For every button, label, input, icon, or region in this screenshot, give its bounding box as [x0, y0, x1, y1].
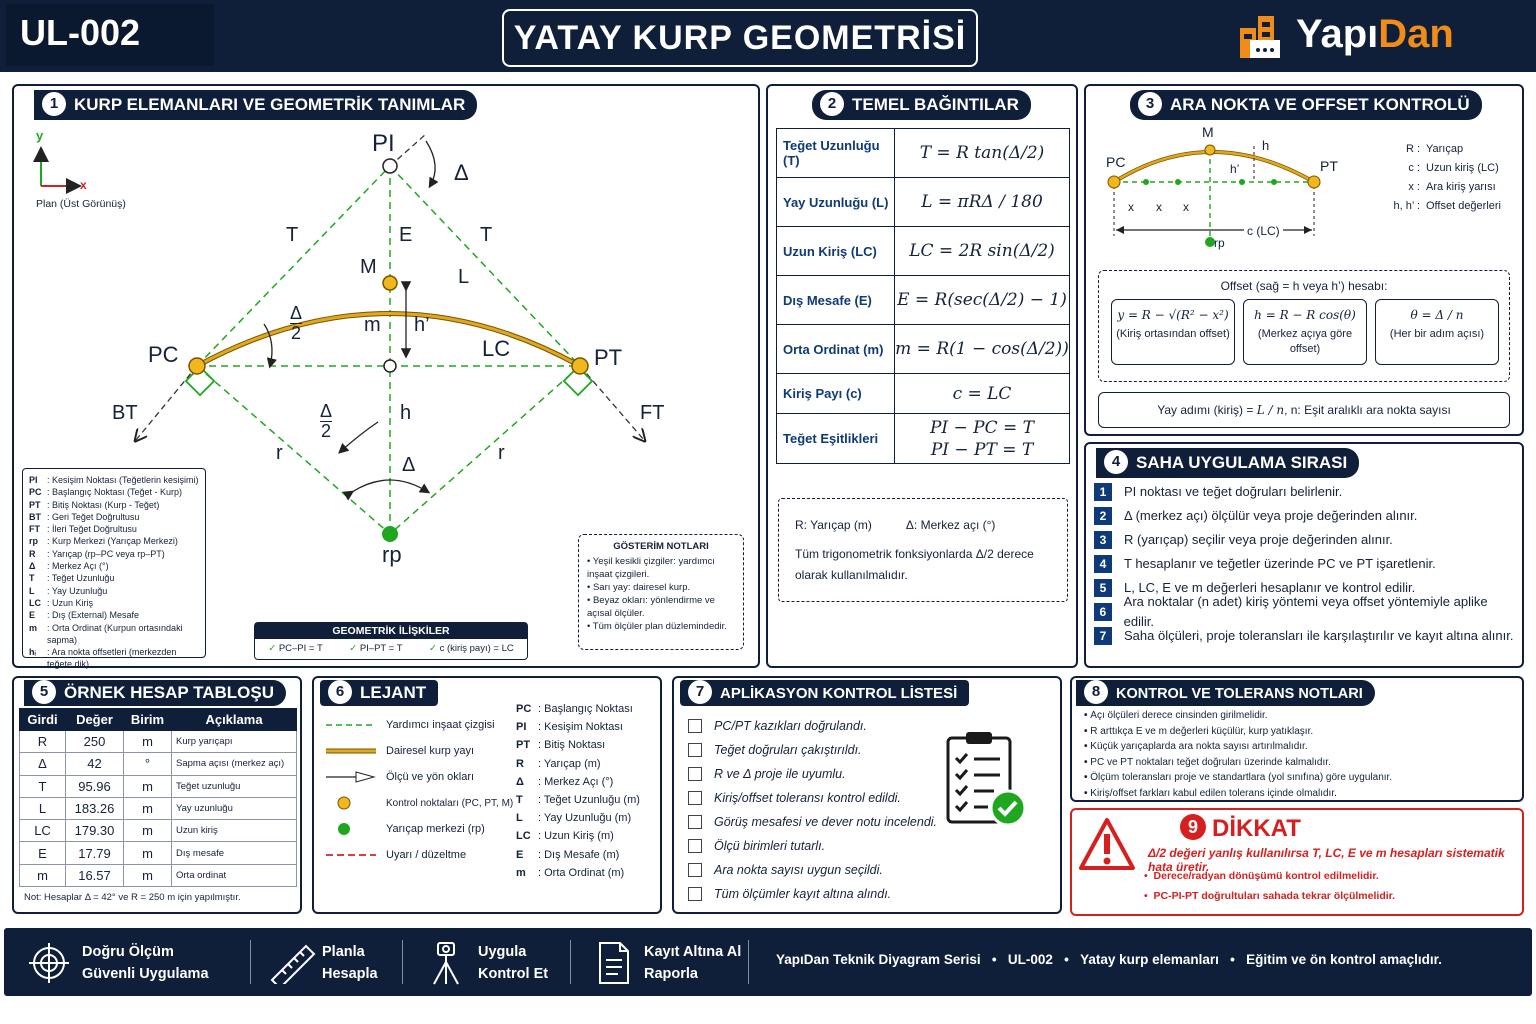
panel-legend [312, 676, 662, 914]
checklist-item[interactable]: Tüm ölçümler kayıt altına alındı. [688, 882, 938, 906]
legend-abbreviations [516, 700, 656, 882]
panel-title: 4 SAHA UYGULAMA SIRASI [1096, 448, 1359, 478]
formula-table [776, 128, 1070, 464]
page-title: YATAY KURP GEOMETRİSİ [502, 9, 978, 67]
checklist-item[interactable]: PC/PT kazıkları doğrulandı. [688, 714, 938, 738]
checklist-item[interactable]: Ölçü birimleri tutarlı. [688, 834, 938, 858]
axis-x-label: x [80, 178, 87, 192]
abbreviation-legend [22, 468, 206, 670]
label-r-left: r [276, 442, 283, 464]
table-row: R 250 m Kurp yarıçapı [20, 731, 297, 753]
checkbox[interactable] [688, 863, 702, 877]
checklist-item[interactable]: Teğet doğruları çakıştırıldı. [688, 738, 938, 762]
curve-line-icon [324, 745, 380, 757]
checklist-item[interactable]: Ara nokta sayısı uygun seçildi. [688, 858, 938, 882]
legend-item: Uyarı / düzeltme [324, 842, 514, 868]
offset-label-h: h [1262, 138, 1270, 153]
legend-row: m : Orta Ordinat (Kurpun ortasındaki sapma) [29, 622, 183, 645]
example-table [19, 708, 297, 887]
list-item: 4 T hesaplanır ve teğetler üzerinde PC ve PT işaretlenir. [1094, 552, 1514, 576]
note-item: • Sarı yay: dairesel kurp. [587, 582, 691, 593]
checkbox[interactable] [688, 791, 702, 805]
legend-row: R : Yarıçap (rp–PC veya rp–PT) [29, 548, 165, 559]
target-icon [28, 942, 70, 984]
checkbox[interactable] [688, 719, 702, 733]
offset-label-rp: rp [1214, 236, 1225, 250]
note-item: • Beyaz okları: yönlendirme ve açısal ölçüler. [587, 595, 715, 619]
offset-label-c: c (LC) [1244, 224, 1283, 238]
plan-view-label: Plan (Üst Görünüş) [36, 198, 126, 210]
footer-item-record: Kayıt Altına Al Raporla [644, 944, 742, 982]
legend-item: Yardımcı inşaat çizgisi [324, 712, 514, 738]
checkbox[interactable] [688, 743, 702, 757]
legend-row: rp : Kurp Merkezi (Yarıçap Merkezi) [29, 536, 178, 547]
panel-offset-control [1084, 84, 1524, 436]
legend-row: Δ : Merkez Açı (°) [29, 561, 109, 572]
legend-row: T : Teğet Uzunluğu [29, 573, 115, 584]
list-item: m : Orta Ordinat (m) [516, 866, 625, 879]
offset-label-x: x [1128, 200, 1134, 214]
offset-definitions: R : Yarıçap c : Uzun kiriş (LC) x : Ara kiriş yarısı h, h’ : Offset değerleri [1393, 143, 1502, 212]
checklist [688, 714, 938, 906]
list-item: 3 R (yarıçap) seçilir veya proje değerinden alınır. [1094, 528, 1514, 552]
list-item: 1 PI noktası ve teğet doğruları belirlenir. [1094, 480, 1514, 504]
label-bt: BT [112, 402, 138, 424]
geo-relation-1: ✓ PC–PI = T [268, 643, 323, 654]
offset-label-hp: h’ [1230, 162, 1240, 176]
offset-formula-2: h = R − R cos(θ) (Merkez açıya göre offset) [1243, 299, 1367, 365]
list-item: 6 Ara noktalar (n adet) kiriş yöntemi veya offset yöntemiyle aplike edilir. [1094, 600, 1514, 624]
list-item: LC : Uzun Kiriş (m) [516, 830, 614, 843]
list-item: E : Dış Mesafe (m) [516, 848, 620, 861]
panel-title: 6 LEJANT [320, 680, 438, 706]
legend-symbols [324, 712, 514, 868]
table-row: m 16.57 m Orta ordinat [20, 864, 297, 886]
step-list [1094, 480, 1514, 648]
legend-row: PI : Kesişim Noktası (Teğetlerin kesişimi) [29, 475, 199, 485]
formula-notes-box [778, 498, 1068, 602]
label-e: E [399, 224, 413, 246]
formula-row: Yay Uzunluğu (L) L = πRΔ / 180 [777, 178, 1070, 227]
list-item: PC : Başlangıç Noktası [516, 703, 633, 716]
label-half-delta-1: Δ 2 [290, 303, 303, 343]
formula-row: Dış Mesafe (E) E = R(sec(Δ/2) − 1) [777, 276, 1070, 325]
surveyor-tripod-icon [428, 940, 464, 986]
list-item: T : Teğet Uzunluğu (m) [516, 794, 640, 807]
legend-item: Kontrol noktaları (PC, PT, M) [324, 790, 514, 816]
table-note: Not: Hesaplar Δ = 42° ve R = 250 m için yapılmıştır. [24, 892, 241, 903]
checkbox[interactable] [688, 815, 702, 829]
checkbox[interactable] [688, 887, 702, 901]
label-ft: FT [640, 402, 665, 424]
label-rp: rp [382, 542, 402, 567]
list-item: 2 Δ (merkez açı) ölçülür veya proje değerinden alınır. [1094, 504, 1514, 528]
axis-y-label: y [36, 128, 44, 143]
label-pi: PI [372, 130, 395, 157]
panel-warning [1070, 808, 1524, 916]
checkbox[interactable] [688, 767, 702, 781]
panel-title: 5 ÖRNEK HESAP TABLOŞU [24, 680, 286, 706]
warning-main: Δ/2 değeri yanlış kullanılırsa T, LC, E ve m hesapları sistematik hata üretir. [1148, 846, 1505, 874]
legend-row: BT : Geri Teğet Doğrultusu [29, 511, 140, 522]
arc-step-box: Yay adımı (kiriş) = L / n, n: Eşit aralıklı ara nokta sayısı [1098, 392, 1510, 428]
checklist-item[interactable]: R ve Δ proje ile uyumlu. [688, 762, 938, 786]
list-item: 7 Saha ölçüleri, proje toleransları ile karşılaştırılır ve kayıt altına alınır. [1094, 624, 1514, 648]
legend-row: teğete dik) [47, 659, 90, 670]
panel-field-sequence [1084, 442, 1524, 668]
divider [748, 940, 749, 984]
notes-title: GÖSTERİM NOTLARI [613, 541, 709, 552]
label-delta: Δ [454, 160, 469, 185]
panel-title: 3 ARA NOKTA VE OFFSET KONTROLÜ [1130, 90, 1482, 120]
legend-item: Dairesel kurp yayı [324, 738, 514, 764]
offset-title: Offset (sağ = h veya h’) hesabı: [1220, 279, 1388, 293]
table-row: L 183.26 m Yay uzunluğu [20, 797, 297, 819]
offset-label-m: M [1202, 124, 1214, 140]
list-item: L : Yay Uzunluğu (m) [516, 812, 632, 825]
red-dashed-line-icon [324, 849, 380, 861]
building-logo-icon [1236, 10, 1286, 64]
offset-formula-3: θ = Δ / n (Her bir adım açısı) [1375, 299, 1499, 365]
legend-row: PT : Bitiş Noktası (Kurp - Teğet) [29, 499, 160, 510]
legend-row: LC : Uzun Kiriş [29, 597, 94, 608]
list-item: Δ : Merkez Açı (°) [516, 775, 614, 788]
panel-basic-relations [766, 84, 1078, 668]
table-row: LC 179.30 m Uzun kiriş [20, 820, 297, 842]
legend-item: Ölçü ve yön okları [324, 764, 514, 790]
list-item: • R arttıkça E ve m değerleri küçülür, kurp yatıklaşır. [1084, 724, 1514, 740]
checklist-item[interactable]: Görüş mesafesi ve dever notu incelendi. [688, 810, 938, 834]
formula-row: Uzun Kiriş (LC) LC = 2R sin(Δ/2) [777, 227, 1070, 276]
table-row: E 17.79 m Dış mesafe [20, 842, 297, 864]
divider [402, 940, 403, 984]
footer-item-measure: Doğru Ölçüm Güvenli Uygulama [82, 944, 209, 982]
warning-triangle-icon [1078, 816, 1136, 872]
panel-example-table [12, 676, 302, 914]
table-header: Girdi Değer Birim Açıklama [20, 709, 297, 731]
clipboard-check-icon [942, 728, 1032, 832]
checkbox[interactable] [688, 839, 702, 853]
legend-item: Yarıçap merkezi (rp) [324, 816, 514, 842]
diagram-code: UL-002 [6, 4, 214, 66]
arrow-icon [324, 771, 380, 783]
panel-title: 2 TEMEL BAĞINTILAR [812, 90, 1031, 120]
legend-row: E : Dış (External) Mesafe [29, 610, 140, 621]
note-item: • Tüm ölçüler plan düzlemindedir. [587, 621, 727, 632]
list-item: • Kiriş/offset farkları kabul edilen tolerans içinde olmalıdır. [1084, 786, 1514, 802]
list-item: PI : Kesişim Noktası [516, 721, 623, 734]
divider [250, 940, 251, 984]
offset-label-pc: PC [1106, 154, 1126, 170]
label-l: L [458, 266, 470, 288]
warning-bullet: • Derece/radyan dönüşümü kontrol edilmelidir. [1144, 870, 1379, 882]
footer-bar [4, 928, 1532, 996]
panel-curve-elements [12, 84, 760, 668]
formula-row: Teğet Uzunluğu (T) T = R tan(Δ/2) [777, 129, 1070, 178]
label-t-left: T [286, 224, 299, 246]
legend-row: L : Yay Uzunluğu [29, 585, 108, 596]
label-h-prime: h’ [414, 314, 430, 336]
label-half-delta-2: Δ 2 [320, 401, 333, 441]
footer-item-plan: Planla Hesapla [322, 944, 378, 982]
header-bar [0, 0, 1536, 72]
label-r-right: r [498, 442, 505, 464]
offset-formula-1: y = R − √(R² − x²) (Kiriş ortasından offset) [1111, 299, 1235, 365]
list-item: 5 L, LC, E ve m değerleri hesaplanır ve kontrol edilir. [1094, 576, 1514, 600]
offset-formula-box [1098, 270, 1510, 382]
label-pc: PC [148, 342, 179, 367]
offset-label-x: x [1183, 200, 1189, 214]
footer-item-apply: Uygula Kontrol Et [478, 944, 549, 982]
panel-title: 8 KONTROL VE TOLERANS NOTLARI [1076, 680, 1375, 706]
report-document-icon [596, 940, 632, 986]
panel-title: 7 APLİKASYON KONTROL LİSTESİ [680, 680, 969, 706]
panel-checklist [672, 676, 1062, 914]
formula-row: Kiriş Payı (c) c = LC [777, 374, 1070, 414]
label-m-point: M [360, 256, 377, 278]
list-item: • Açı ölçüleri derece cinsinden girilmelidir. [1084, 708, 1514, 724]
panel-title: 1 KURP ELEMANLARI VE GEOMETRİK TANIMLAR [34, 90, 477, 120]
label-lc: LC [482, 336, 511, 361]
geo-relations-title: GEOMETRİK İLİŞKİLER [255, 623, 527, 639]
green-dashed-line-icon [324, 719, 380, 731]
list-item: • PC ve PT noktaları teğet doğruları üzerinde kalmalıdır. [1084, 755, 1514, 771]
note-item: • Yeşil kesikli çizgiler: yardımcı inşaat çizgileri. [587, 556, 715, 580]
geo-relation-3: ✓ c (kiriş payı) = LC [428, 643, 514, 654]
note-radius: R: Yarıçap (m) [795, 518, 872, 532]
offset-label-x: x [1156, 200, 1162, 214]
label-m-ordinate: m [364, 314, 381, 336]
divider [570, 940, 571, 984]
legend-row: PC : Başlangıç Noktası (Teğet - Kurp) [29, 487, 183, 498]
list-item: R : Yarıçap (m) [516, 757, 601, 770]
notation-notes-box [578, 534, 744, 650]
list-item: • Ölçüm toleransları proje ve standartlara (yol sınıfına) göre uygulanır. [1084, 770, 1514, 786]
control-point-icon [324, 796, 380, 810]
offset-label-pt: PT [1320, 158, 1338, 174]
checklist-item[interactable]: Kiriş/offset toleransı kontrol edildi. [688, 786, 938, 810]
note-angle: Δ: Merkez açı (°) [905, 518, 996, 532]
formula-row: Teğet Eşitlikleri PI − PC = T PI − PT = T [777, 414, 1070, 464]
center-point-icon [324, 822, 380, 836]
panel-tolerance-notes [1070, 676, 1524, 802]
warning-title: 9 DİKKAT [1180, 814, 1301, 843]
label-pt: PT [594, 345, 623, 370]
brand-logo-text: YapıDan [1296, 12, 1454, 56]
tolerance-list [1084, 708, 1514, 801]
table-row: Δ 42 ° Sapma açısı (merkez açı) [20, 753, 297, 775]
list-item: PT : Bitiş Noktası [516, 739, 606, 752]
legend-row: hᵢ : Ara nokta offsetleri (merkezden [29, 647, 177, 658]
geo-relation-2: ✓ PI–PT = T [349, 643, 403, 654]
ruler-icon [268, 942, 316, 984]
formula-row: Orta Ordinat (m) m = R(1 − cos(Δ/2)) [777, 325, 1070, 374]
note-trig: Tüm trigonometrik fonksiyonlarda Δ/2 derece olarak kullanılmalıdır. [795, 547, 1034, 582]
label-h: h [400, 402, 412, 424]
warning-bullet: • PC-PI-PT doğrultuları sahada tekrar ölçülmelidir. [1144, 890, 1396, 902]
label-delta-center: Δ [402, 454, 416, 476]
footer-series-info: YapıDan Teknik Diyagram Serisi • UL-002 • Yatay kurp elemanları • Eğitim ve ön kontrol amaçlıdır. [776, 952, 1442, 967]
label-t-right: T [480, 224, 493, 246]
geometric-relations-box [254, 622, 528, 660]
list-item: • Küçük yarıçaplarda ara nokta sayısı artırılmalıdır. [1084, 739, 1514, 755]
table-row: T 95.96 m Teğet uzunluğu [20, 775, 297, 797]
legend-row: FT : İleri Teğet Doğrultusu [29, 524, 137, 535]
